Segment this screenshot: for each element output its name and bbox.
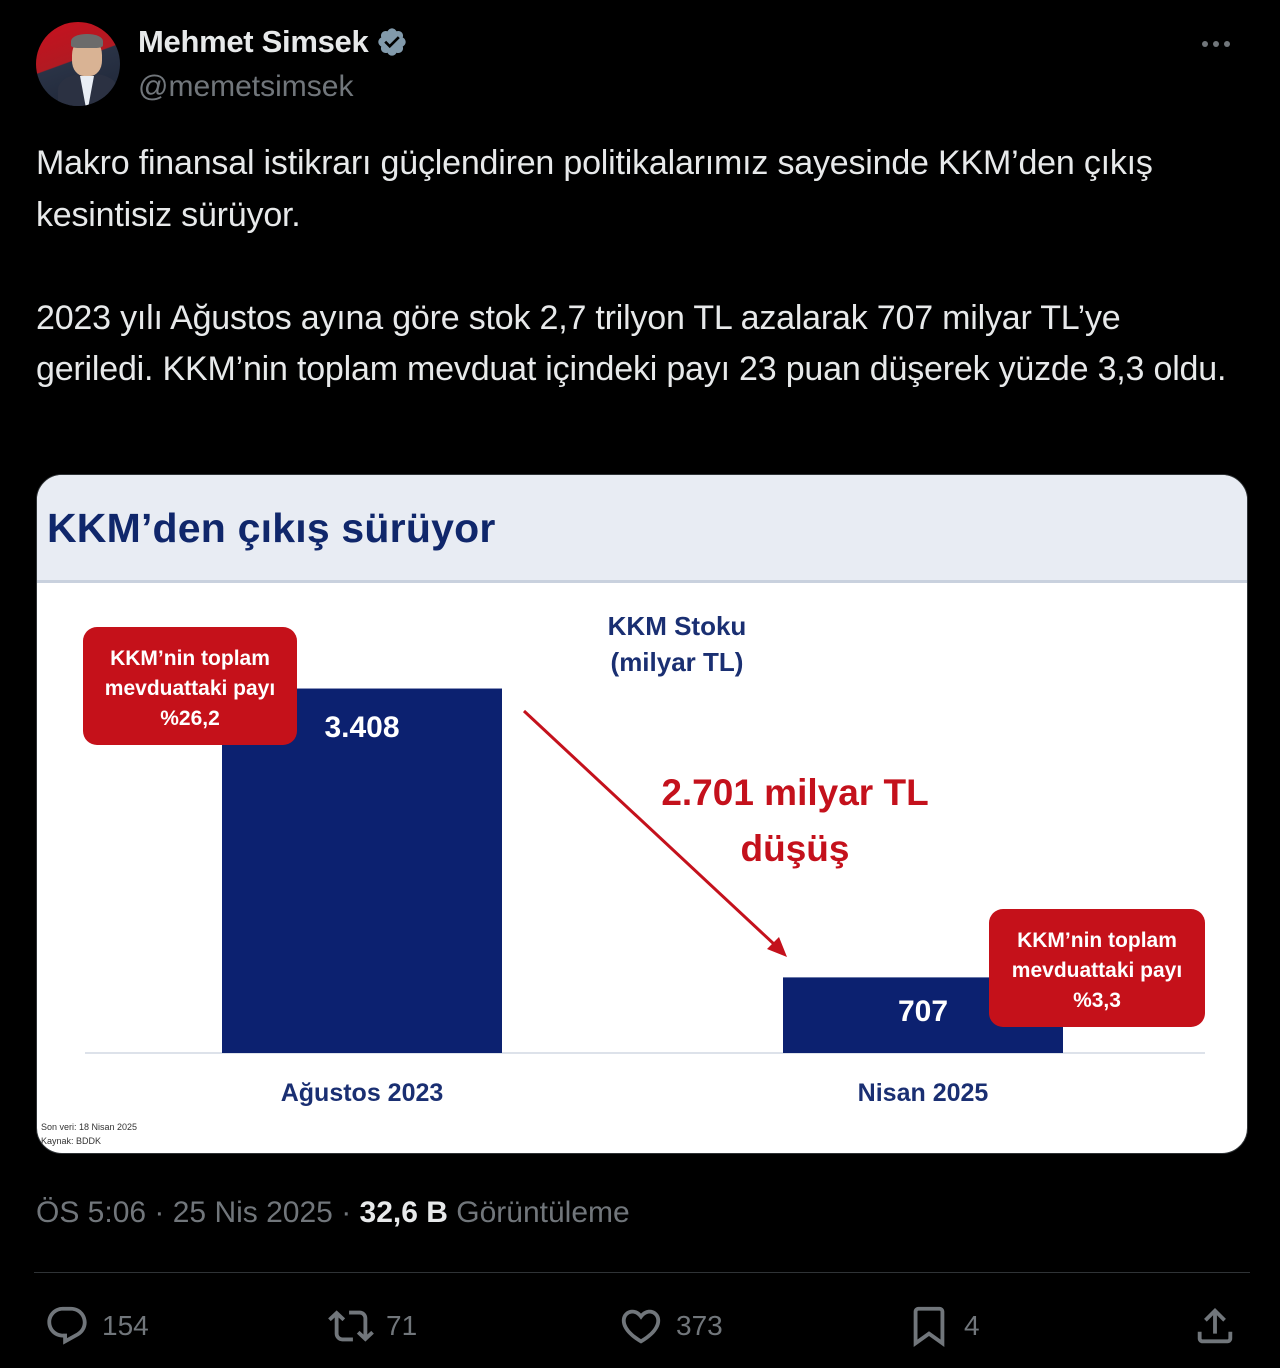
like-count: 373	[676, 1310, 723, 1341]
category-label: Nisan 2025	[857, 1079, 989, 1107]
tweet-media-image[interactable]	[36, 474, 1248, 1154]
share-callout-text: KKM’nin toplam	[110, 647, 270, 670]
like-button[interactable]	[618, 1294, 723, 1358]
tweet-text: Makro finansal istikrarı güçlendiren politikalarımız sayesinde KKM’den çıkış kesintisiz sürüyor. 2023 yılı Ağustos ayına göre stok 2,7 trilyon TL azalarak 707 milyar TL’ye geriledi. KKM’nin toplam mevduat içindeki payı 23 puan düşerek yüzde 3,3 oldu.	[36, 144, 1227, 388]
retweet-button[interactable]	[328, 1294, 417, 1358]
reply-button[interactable]	[44, 1294, 149, 1358]
author-handle[interactable]: @memetsimsek	[138, 70, 354, 103]
chart-title-line: KKM Stoku	[607, 611, 747, 641]
tweet-date[interactable]: 25 Nis 2025	[172, 1196, 333, 1229]
bookmark-icon	[906, 1303, 952, 1349]
meta-separator: ·	[341, 1196, 360, 1229]
bookmark-count: 4	[964, 1310, 980, 1341]
author-name-row[interactable]	[138, 24, 408, 60]
slide-title: KKM’den çıkış sürüyor	[47, 505, 496, 551]
chart-title-line: (milyar TL)	[610, 647, 744, 677]
author-name[interactable]: Mehmet Simsek	[138, 24, 369, 59]
tweet-time[interactable]: ÖS 5:06	[36, 1196, 147, 1229]
views-label: Görüntüleme	[456, 1196, 630, 1229]
tweet-header	[36, 22, 1250, 112]
share-callout-text: %26,2	[160, 707, 220, 730]
like-icon	[618, 1303, 664, 1349]
share-button[interactable]	[1192, 1294, 1238, 1358]
share-icon	[1192, 1303, 1238, 1349]
retweet-count: 71	[386, 1310, 418, 1341]
source-footnote-date: Son veri: 18 Nisan 2025	[41, 1122, 138, 1132]
reply-icon	[44, 1303, 90, 1349]
retweet-icon	[328, 1303, 374, 1349]
reply-count: 154	[102, 1310, 149, 1341]
category-label: Ağustos 2023	[280, 1079, 444, 1107]
share-callout-text: mevduattaki payı	[1011, 959, 1183, 982]
bar-value-label: 707	[897, 995, 949, 1028]
divider	[34, 1272, 1250, 1273]
source-footnote-source: Kaynak: BDDK	[41, 1136, 102, 1146]
bookmark-button[interactable]	[906, 1294, 980, 1358]
bar-value-label: 3.408	[324, 711, 400, 744]
share-callout-text: mevduattaki payı	[104, 677, 276, 700]
share-callout-text: KKM’nin toplam	[1017, 929, 1177, 952]
share-callout-text: %3,3	[1073, 989, 1121, 1012]
tweet-meta	[36, 1196, 630, 1230]
meta-separator: ·	[154, 1196, 173, 1229]
decrease-annotation-line: düşüş	[740, 828, 850, 869]
more-icon[interactable]	[1196, 32, 1236, 56]
avatar[interactable]	[36, 22, 120, 106]
kkm-chart	[37, 475, 1248, 1154]
views-count: 32,6 B	[359, 1196, 448, 1229]
decrease-annotation-line: 2.701 milyar TL	[661, 772, 929, 813]
verified-badge-icon	[376, 26, 408, 58]
decrease-arrow-line	[524, 711, 775, 945]
action-bar	[36, 1294, 1250, 1358]
